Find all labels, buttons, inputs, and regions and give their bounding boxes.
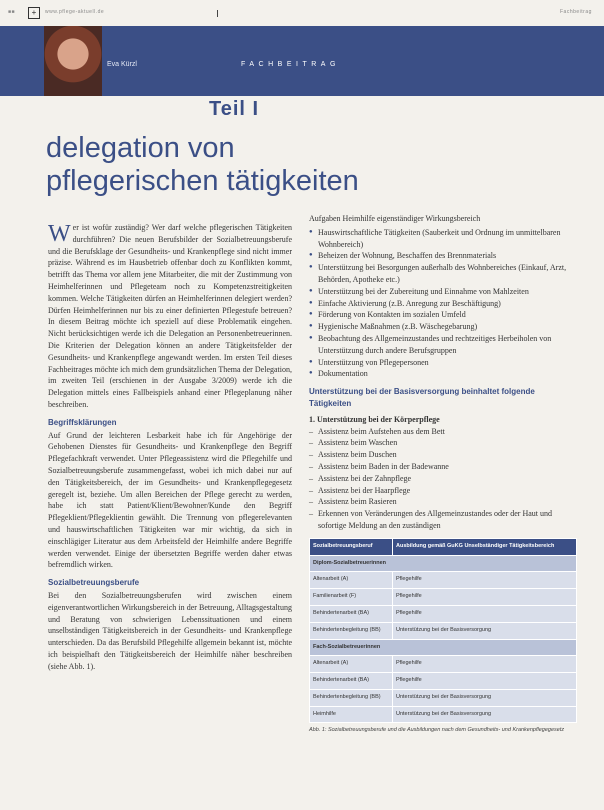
table-cell: Behindertenbegleitung (BB) [310, 622, 393, 639]
list-item: ● Unterstützung bei Besorgungen außerhalb des Wohnbereiches (Einkauf, Arzt, Behörden, Apotheke etc.) [309, 262, 577, 286]
title-line-2: pflegerischen tätigkeiten [46, 165, 359, 197]
drop-cap: W [48, 221, 71, 247]
table-row [310, 639, 577, 656]
list-item: – Assistenz beim Baden in der Badewanne [309, 461, 577, 473]
table-row [310, 673, 577, 690]
table-cell: Behindertenarbeit (BA) [310, 605, 393, 622]
logo-icon: + [28, 7, 40, 19]
intro-text: er ist wofür zuständig? Wer darf welche pflegerischen Tätigkeiten durchführen? Die neuen Berufsbilder der Sozialbetreuungsberufe und die Berufsklage der Gesundheits- und Krankenpflege sind nicht immer präzise. Während es im Hausbetrieb offenbar doch zu Konflikten kommt, betrifft das Thema vor allem jene Mitarbeiter, die mit der Zustimmung von Heimhelferinnen und Pflegeteam noch zu Kompetenzstreitigkeiten kommen. Welche Tätigkeiten dürfen an Heimhelferinnen delegiert werden? Dürfen Heimhelferinnen nur bis zu einer definierten Pflegestufe betreuen? In diesem Beitrag möchte ich speziell auf diese Problematik eingehen. Nicht berücksichtigen werde ich die Delegation an Personenbetreuerinnen. Die Kriterien der Delegation können an andere Tätigkeitsfelder der Gesundheits- und Krankenpflege angewandt werden. Im ersten Teil dieses Fachbeitrages möchte ich mich dem grundsätzlichen Thema der Delegation, im zweiten Teil (erschienen in der Ausgabe 3/2009) werde ich die Delegation mittels eines Fallbeispiels anhand einer Pflegeplanung näher beschreiben. [48, 223, 292, 409]
table-cell: Behindertenarbeit (BA) [310, 673, 393, 690]
divider [217, 10, 218, 17]
right-column [309, 213, 577, 737]
task-list [309, 227, 577, 380]
table-cell: Altenarbeit (A) [310, 572, 393, 589]
list-item: ● Förderung von Kontakten im sozialen Umfeld [309, 309, 577, 321]
table-caption: Abb. 1: Sozialbetreuungsberufe und die Ausbildungen nach dem Gesundheits- und Krankenpflegegesetz [309, 727, 565, 734]
table-cell: Heimhilfe [310, 706, 393, 723]
table-row [310, 589, 577, 606]
table-cell: Unterstützung bei der Basisversorgung [393, 689, 577, 706]
article-title [46, 132, 359, 198]
professions-table [309, 538, 577, 724]
section-text-1: Auf Grund der leichteren Lesbarkeit habe ich für Angehörige der Gehobenen Dienstes für Gesundheits- und Krankenpflege den Begriff Pflegefachkraft verwendet. Unter Pflegeassistenz wird die Pflegehilfe und Sozialbetreuungsberufe zusammengefasst, wobei ich mich dabei nur auf den Tätigkeitsbereich, der im Gesundheits- und Krankenpflegegesetz geregelt ist, beziehe. Um allen Bereichen der Pflege gerecht zu werden, habe ich statt Patient/Klient/Bewohner/Kunde den Begriff Pflegeklient/Pflegeklientin gewählt. Die Trennung von pflegerelevanten und hauswirtschaftlichen Tätigkeiten war mir wichtig, da sich in einschlägiger Literatur aus dem Arbeitsfeld der Heimhilfe andere Begriffe werden verwendet. Einige der übersetzten Begriffe werden daher etwas befremdlich wirken. [48, 430, 292, 570]
author-photo [44, 26, 102, 96]
list-item: ● Hauswirtschaftliche Tätigkeiten (Sauberkeit und Ordnung im unmittelbaren Wohnbereich) [309, 227, 577, 251]
category-label: FACHBEITRAG [241, 61, 340, 68]
list-item: – Assistenz bei der Haarpflege [309, 485, 577, 497]
list-item: ● Unterstützung bei der Zubereitung und Einnahme von Mahlzeiten [309, 286, 577, 298]
table-cell: Diplom-Sozialbetreuerinnen [310, 555, 577, 572]
left-column [48, 222, 292, 678]
part-label: Teil I [209, 98, 260, 120]
table-header: Sozialbetreuungsberuf [310, 538, 393, 555]
top-bar [0, 0, 604, 24]
table-cell: Pflegehilfe [393, 656, 577, 673]
intro-paragraph [48, 222, 292, 411]
table-cell: Familienarbeit (F) [310, 589, 393, 606]
section-text-2: Bei den Sozialbetreuungsberufen wird zwischen einem eigenverantwortlichen Wirkungsbereich in der Betreuung, Alltagsgestaltung und Beratung von schwierigen Lebenssituationen und einem unselbständigen Tätigkeitsbereich in der Gesundheits- und Krankenpflege unterschieden. Da das Berufsbild Pflegehilfe allgemein bekannt ist, möchte ich beispielhaft den Tätigkeitsbereich der Heimhilfe näher beschreiben (siehe Abb. 1). [48, 590, 292, 671]
list-item: ● Einfache Aktivierung (z.B. Anregung zur Beschäftigung) [309, 298, 577, 310]
list-item: – Assistenz beim Waschen [309, 437, 577, 449]
list-item: ● Unterstützung von Pflegepersonen [309, 357, 577, 369]
title-line-1: delegation von [46, 132, 235, 164]
list-item: ● Hygienische Maßnahmen (z.B. Wäschegebarung) [309, 321, 577, 333]
list-item: – Assistenz beim Duschen [309, 449, 577, 461]
table-row [310, 689, 577, 706]
table-row [310, 605, 577, 622]
list-item: ● Beobachtung des Allgemeinzustandes und rechtzeitiges Herbeiholen von Unterstützung durch andere Berufsgruppen [309, 333, 577, 357]
table-cell: Unterstützung bei der Basisversorgung [393, 622, 577, 639]
basic-care-heading: Unterstützung bei der Basisversorgung beinhaltet folgende Tätigkeiten [309, 387, 535, 408]
list-item: – Assistenz beim Rasieren [309, 496, 577, 508]
list-item: – Assistenz bei der Zahnpflege [309, 473, 577, 485]
body-care-subheading: 1. Unterstützung bei der Körperpflege [309, 414, 440, 424]
table-row [310, 572, 577, 589]
table-cell: Pflegehilfe [393, 605, 577, 622]
list-item: ● Dokumentation [309, 368, 577, 380]
table-cell: Behindertenbegleitung (BB) [310, 689, 393, 706]
table-row [310, 656, 577, 673]
list-item: ● Beheizen der Wohnung, Beschaffen des Brennmaterials [309, 250, 577, 262]
table-cell: Pflegehilfe [393, 572, 577, 589]
tasks-heading: Aufgaben Heimhilfe eigenständiger Wirkungsbereich [309, 214, 481, 223]
section-heading-2: Sozialbetreuungsberufe [48, 578, 140, 588]
table-cell: Unterstützung bei der Basisversorgung [393, 706, 577, 723]
author-name: Eva Kürzl [107, 61, 137, 68]
list-item: – Assistenz beim Aufstehen aus dem Bett [309, 426, 577, 438]
section-label: Fachbeitrag [560, 9, 592, 15]
table-row [310, 555, 577, 572]
table-row [310, 622, 577, 639]
section-heading-1: Begriffsklärungen [48, 417, 117, 427]
table-cell: Pflegehilfe [393, 589, 577, 606]
running-header: www.pflege-aktuell.de [45, 9, 105, 15]
list-item: – Erkennen von Veränderungen des Allgemeinzustandes oder der Haut und sofortige Meldung an den zuständigen [309, 508, 577, 532]
table-header: Ausbildung gemäß GuKG Unselbständiger Tätigkeitsbereich [393, 538, 577, 555]
table-row [310, 706, 577, 723]
table-cell: Altenarbeit (A) [310, 656, 393, 673]
table-cell: Pflegehilfe [393, 673, 577, 690]
table-cell: Fach-Sozialbetreuerinnen [310, 639, 577, 656]
assistance-list [309, 426, 577, 532]
page-marker: ■■ [8, 9, 16, 15]
